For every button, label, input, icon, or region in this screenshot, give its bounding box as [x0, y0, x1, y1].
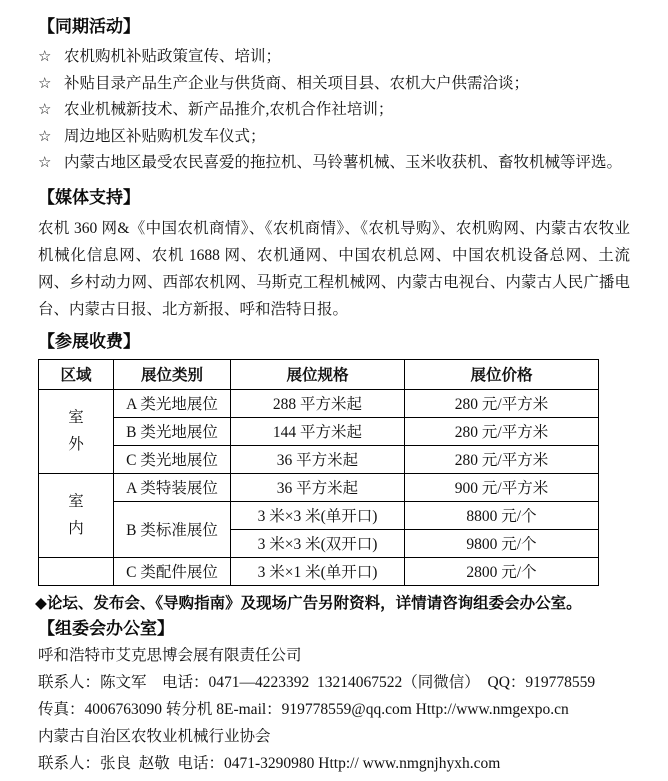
category-cell: C 类光地展位 — [114, 445, 231, 473]
office-heading: 【组委会办公室】 — [38, 618, 174, 638]
table-row — [39, 473, 599, 501]
activities-heading: 【同期活动】 — [38, 17, 140, 36]
activity-text: 农业机械新技术、新产品推介,农机合作社培训； — [64, 101, 394, 118]
column-header-spec: 展位规格 — [231, 359, 405, 389]
activity-item — [38, 44, 630, 71]
price-cell: 9800 元/个 — [405, 529, 599, 557]
office-contact-block — [38, 642, 630, 777]
spec-cell: 3 米×3 米(双开口) — [231, 529, 405, 557]
activity-text: 农机购机补贴政策宣传、培训； — [64, 48, 282, 65]
section-office — [38, 618, 630, 777]
region-label: 室内 — [68, 493, 84, 537]
office-association-name: 内蒙古自治区农牧业机械行业协会 — [38, 727, 271, 745]
table-row — [39, 501, 599, 529]
spec-cell: 36 平方米起 — [231, 473, 405, 501]
category-cell: A 类光地展位 — [114, 389, 231, 417]
column-header-region: 区域 — [39, 359, 114, 389]
activities-list — [38, 44, 630, 177]
office-contact-line: 联系人：陈文军 电话：0471—4223392 13214067522（同微信） QQ：919778559 — [38, 673, 596, 691]
section-activities — [38, 16, 630, 177]
activity-text: 补贴目录产品生产企业与供货商、相关项目县、农机大户供需洽谈； — [64, 74, 530, 92]
column-header-category: 展位类别 — [114, 359, 231, 389]
region-cell-indoor — [39, 473, 114, 557]
spec-cell: 3 米×3 米(单开口) — [231, 501, 405, 529]
price-cell: 280 元/平方米 — [405, 417, 599, 445]
price-cell: 8800 元/个 — [405, 501, 599, 529]
category-cell: C 类配件展位 — [114, 557, 231, 585]
star-bullet-icon: ☆ — [38, 75, 52, 92]
region-cell-empty — [39, 557, 114, 585]
office-company-name: 呼和浩特市艾克思博会展有限责任公司 — [38, 646, 302, 664]
activity-item — [38, 150, 630, 177]
section-fees — [38, 331, 630, 586]
section-media — [38, 187, 630, 323]
region-label: 室外 — [68, 409, 84, 453]
category-cell: A 类特装展位 — [114, 473, 231, 501]
fees-note: ◆论坛、发布会、《导购指南》及现场广告另附资料，详情请咨询组委会办公室。 — [35, 594, 582, 612]
media-heading: 【媒体支持】 — [38, 187, 140, 207]
activity-text: 周边地区补贴购机发车仪式； — [64, 127, 266, 145]
star-bullet-icon: ☆ — [38, 155, 52, 171]
region-cell-outdoor — [39, 389, 114, 473]
office-fax-line: 传真：4006763090 转分机 8E-mail：919778559@qq.com Http://www.nmgexpo.cn — [38, 700, 569, 718]
fees-heading: 【参展收费】 — [38, 331, 140, 351]
column-header-price: 展位价格 — [405, 359, 599, 389]
activity-text: 内蒙古地区最受农民喜爱的拖拉机、马铃薯机械、玉米收获机、畜牧机械等评选。 — [64, 154, 623, 171]
activity-item — [38, 97, 630, 124]
price-cell: 900 元/平方米 — [405, 473, 599, 501]
activity-item — [38, 124, 630, 151]
spec-cell: 288 平方米起 — [231, 389, 405, 417]
media-support-text: 农机 360 网&《中国农机商情》、《农机商情》、《农机导购》、农机购网、内蒙古农牧业机械化信息网、农机 1688 网、农机通网、中国农机总网、中国农机设备总网、土流网、乡村动力网、西部农机网、马斯克工程机械网、内蒙古电视台、内蒙古人民广播电台、内蒙古日报、北方新报、呼和浩特日报。 — [38, 219, 630, 318]
table-row — [39, 389, 599, 417]
price-cell: 2800 元/个 — [405, 557, 599, 585]
office-contact-line: 联系人：张良 赵敬 电话：0471-3290980 Http:// www.nmgnjhyxh.com — [38, 754, 501, 772]
table-row — [39, 417, 599, 445]
star-bullet-icon: ☆ — [38, 102, 52, 118]
fees-table — [38, 359, 599, 586]
table-row — [39, 557, 599, 585]
price-cell: 280 元/平方米 — [405, 445, 599, 473]
table-row — [39, 445, 599, 473]
spec-cell: 36 平方米起 — [231, 445, 405, 473]
category-cell: B 类标准展位 — [114, 501, 231, 557]
price-cell: 280 元/平方米 — [405, 389, 599, 417]
star-bullet-icon: ☆ — [38, 49, 52, 65]
spec-cell: 3 米×1 米(单开口) — [231, 557, 405, 585]
table-header-row — [39, 359, 599, 389]
spec-cell: 144 平方米起 — [231, 417, 405, 445]
activity-item — [38, 71, 630, 98]
star-bullet-icon: ☆ — [38, 128, 52, 145]
category-cell: B 类光地展位 — [114, 417, 231, 445]
